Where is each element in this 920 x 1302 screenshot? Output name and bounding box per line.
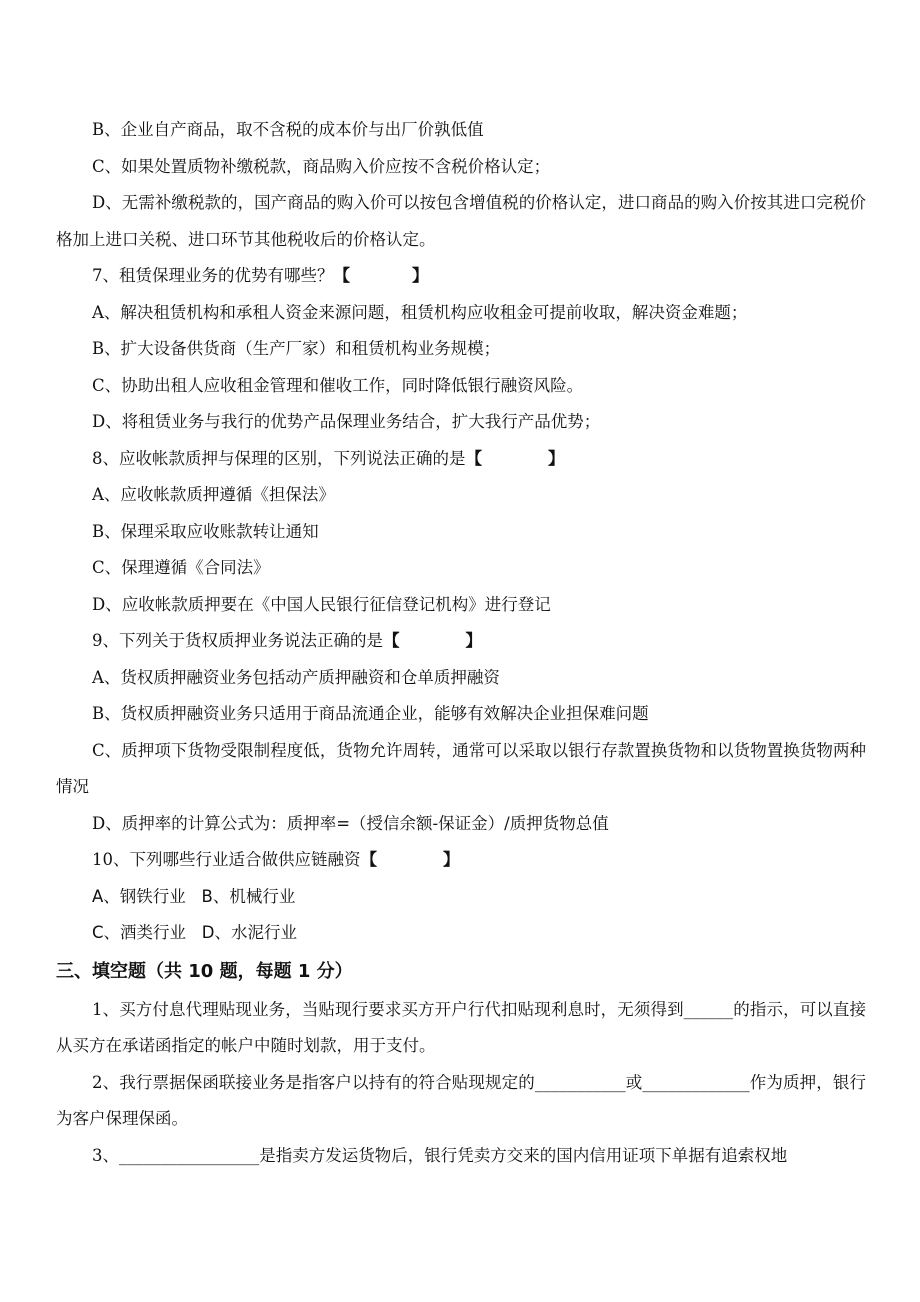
option-7d: D、将租赁业务与我行的优势产品保理业务结合，扩大我行产品优势； [92,412,601,431]
option-10cd: C、酒类行业 D、水泥行业 [92,923,297,942]
option-9b: B、货权质押融资业务只适用于商品流通企业，能够有效解决企业担保难问题 [92,704,649,723]
answer-bracket-open: 【 [465,448,482,468]
option-8b: B、保理采取应收账款转让通知 [92,521,319,541]
option-9a: A、货权质押融资业务包括动产质押融资和仓单质押融资 [92,667,500,687]
answer-bracket-open: 【 [360,850,377,869]
question-8 [56,441,866,478]
answer-bracket-open: 【 [333,266,350,285]
answer-bracket-close: 】 [443,850,460,869]
answer-bracket-close: 】 [465,631,482,650]
option-8a: A、应收帐款质押遵循《担保法》 [92,485,335,504]
question-10 [56,842,866,879]
answer-bracket-close: 】 [548,448,565,468]
option-7c: C、协助出租人应收租金管理和催收工作，同时降低银行融资风险。 [92,375,584,395]
question-9 [56,623,866,660]
fill-question-3: 3、_________________是指卖方发运货物后，银行凭卖方交来的国内信用证项下单据有追索权地 [92,1145,788,1165]
question-7 [56,258,866,295]
option-7a: A、解决租赁机构和承租人资金来源问题，租赁机构应收租金可提前收取，解决资金难题； [92,302,748,322]
section-3-title: 三、填空题（共 10 题，每题 1 分） [56,960,353,982]
fill-question-1: 1、买方付息代理贴现业务，当贴现行要求买方开户行代扣贴现利息时，无须得到______的指示，可以直接从买方在承诺函指定的帐户中随时划款，用于支付。 [56,999,866,1055]
question-8-text: 8、应收帐款质押与保理的区别，下列说法正确的是 [92,448,466,468]
answer-bracket-close: 】 [412,266,429,285]
question-9-text: 9、下列关于货权质押业务说法正确的是 [92,631,383,650]
question-10-text: 10、下列哪些行业适合做供应链融资 [92,850,361,869]
option-6c: C、如果处置质物补缴税款，商品购入价应按不含税价格认定； [92,156,551,176]
fill-question-2: 2、我行票据保函联接业务是指客户以持有的符合贴现规定的___________或_____________作为质押，银行为客户保理保函。 [56,1072,866,1128]
option-7b: B、扩大设备供货商（生产厂家）和租赁机构业务规模； [92,339,501,358]
option-9d: D、质押率的计算公式为：质押率=（授信余额-保证金）/质押货物总值 [92,813,609,833]
option-6b: B、企业自产商品，取不含税的成本价与出厂价孰低值 [92,120,484,139]
question-7-text: 7、租赁保理业务的优势有哪些？ [92,266,334,285]
answer-bracket-open: 【 [383,631,400,650]
document-page [56,112,866,1174]
option-6d: D、无需补缴税款的，国产商品的购入价可以按包含增值税的价格认定，进口商品的购入价按其进口完税价格加上进口关税、进口环节其他税收后的价格认定。 [56,193,866,249]
option-10ab: A、钢铁行业 B、机械行业 [92,886,296,906]
option-8c: C、保理遵循《合同法》 [92,558,270,577]
option-9c: C、质押项下货物受限制程度低，货物允许周转，通常可以采取以银行存款置换货物和以货物置换货物两种情况 [56,740,866,796]
option-8d: D、应收帐款质押要在《中国人民银行征信登记机构》进行登记 [92,594,551,614]
